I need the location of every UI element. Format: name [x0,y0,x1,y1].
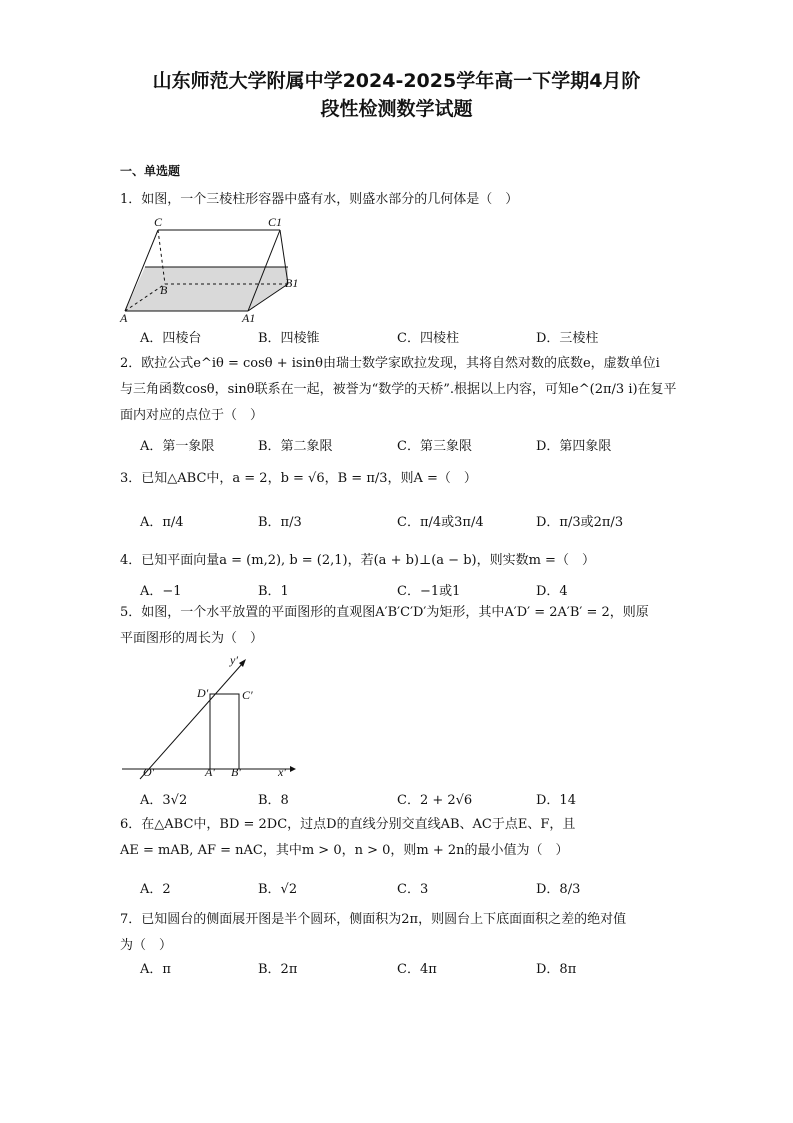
question-3-options [140,511,680,535]
label-x-prime: x′ [278,765,286,779]
option-d[interactable]: D．8/3 [536,882,581,897]
option-b[interactable]: B．√2 [258,882,298,897]
question-3 [120,466,680,492]
option-c[interactable]: C．π/4或3π/4 [397,515,484,530]
question-5 [120,600,680,652]
option-b[interactable]: B．2π [258,962,298,977]
oblique-drawing-figure [118,652,298,782]
label-C-prime: C′ [242,688,253,702]
option-d[interactable]: D．三棱柱 [536,331,599,346]
question-1-options [140,327,680,351]
question-3-text: 3．已知△ABC中，a = 2，b = √6，B = π/3，则A =（ ） [120,471,477,486]
option-d[interactable]: D．14 [536,793,576,808]
label-D-prime: D′ [197,686,209,700]
option-c[interactable]: C．−1或1 [397,584,461,599]
page-title-line-1: 山东师范大学附属中学2024-2025学年高一下学期4月阶 [152,70,641,92]
triangular-prism-figure [118,214,308,326]
option-b[interactable]: B．四棱锥 [258,331,320,346]
label-C1: C1 [268,215,283,229]
question-5-line-2: 平面图形的周长为（ ） [120,631,264,646]
question-7-options [140,958,680,982]
option-a[interactable]: A．−1 [140,584,182,599]
label-B-prime: B′ [231,765,241,779]
label-B1: B1 [285,276,299,290]
question-4-text: 4．已知平面向量a = (m,2), b = (2,1)，若(a + b)⊥(a − b)，则实数m =（ ） [120,553,595,568]
label-A-prime: A′ [205,765,215,779]
option-b[interactable]: B．第二象限 [258,439,333,454]
option-a[interactable]: A．2 [140,882,171,897]
label-A1: A1 [242,311,256,325]
option-c[interactable]: C．2 + 2√6 [397,793,473,808]
option-c[interactable]: C．4π [397,962,437,977]
option-c[interactable]: C．四棱柱 [397,331,459,346]
label-B: B [160,283,168,297]
option-c[interactable]: C．3 [397,882,429,897]
section-heading: 一、单选题 [120,164,181,178]
option-d[interactable]: D．第四象限 [536,439,612,454]
page-title-line-2: 段性检测数学试题 [320,98,473,120]
option-d[interactable]: D．4 [536,584,568,599]
label-C: C [154,215,163,229]
question-4 [120,548,680,574]
option-a[interactable]: A．3√2 [140,793,188,808]
question-6-line-2: AE = mAB, AF = nAC，其中m > 0，n > 0，则m + 2n的最小值为（ ） [120,843,569,858]
question-1 [120,187,680,213]
option-d[interactable]: D．8π [536,962,577,977]
label-A: A [120,311,128,325]
question-7 [120,907,680,959]
question-7-line-1: 7．已知圆台的侧面展开图是半个圆环，侧面积为2π，则圆台上下底面面积之差的绝对值 [120,912,627,927]
question-2-line-1: 2．欧拉公式e^iθ = cosθ + isinθ由瑞士数学家欧拉发现，其将自然对数的底数e，虚数单位i [120,356,660,371]
question-1-text: 1．如图，一个三棱柱形容器中盛有水，则盛水部分的几何体是（ ） [120,192,519,207]
question-7-line-2: 为（ ） [120,938,173,953]
label-y-prime: y′ [230,653,238,667]
option-c[interactable]: C．第三象限 [397,439,472,454]
question-2-line-2: 与三角函数cosθ，sinθ联系在一起，被誉为“数学的天桥”.根据以上内容，可知e^(2π/3 i)在复平 [120,382,677,397]
option-a[interactable]: A．第一象限 [140,439,215,454]
option-a[interactable]: A．π/4 [140,515,184,530]
question-2 [120,351,680,429]
question-5-line-1: 5．如图，一个水平放置的平面图形的直观图A′B′C′D′为矩形，其中A′D′ = 2A′B′ = 2，则原 [120,605,649,620]
option-b[interactable]: B．π/3 [258,515,302,530]
option-d[interactable]: D．π/3或2π/3 [536,515,624,530]
question-6-line-1: 6．在△ABC中，BD = 2DC，过点D的直线分别交直线AB、AC于点E、F，且 [120,817,576,832]
question-2-options [140,435,680,459]
option-b[interactable]: B．8 [258,793,289,808]
option-a[interactable]: A．π [140,962,171,977]
label-O-prime: O′ [143,765,155,779]
option-b[interactable]: B．1 [258,584,289,599]
question-5-options [140,789,680,813]
question-6-options [140,878,680,902]
question-2-line-3: 面内对应的点位于（ ） [120,408,264,423]
option-a[interactable]: A．四棱台 [140,331,202,346]
question-6 [120,812,680,864]
